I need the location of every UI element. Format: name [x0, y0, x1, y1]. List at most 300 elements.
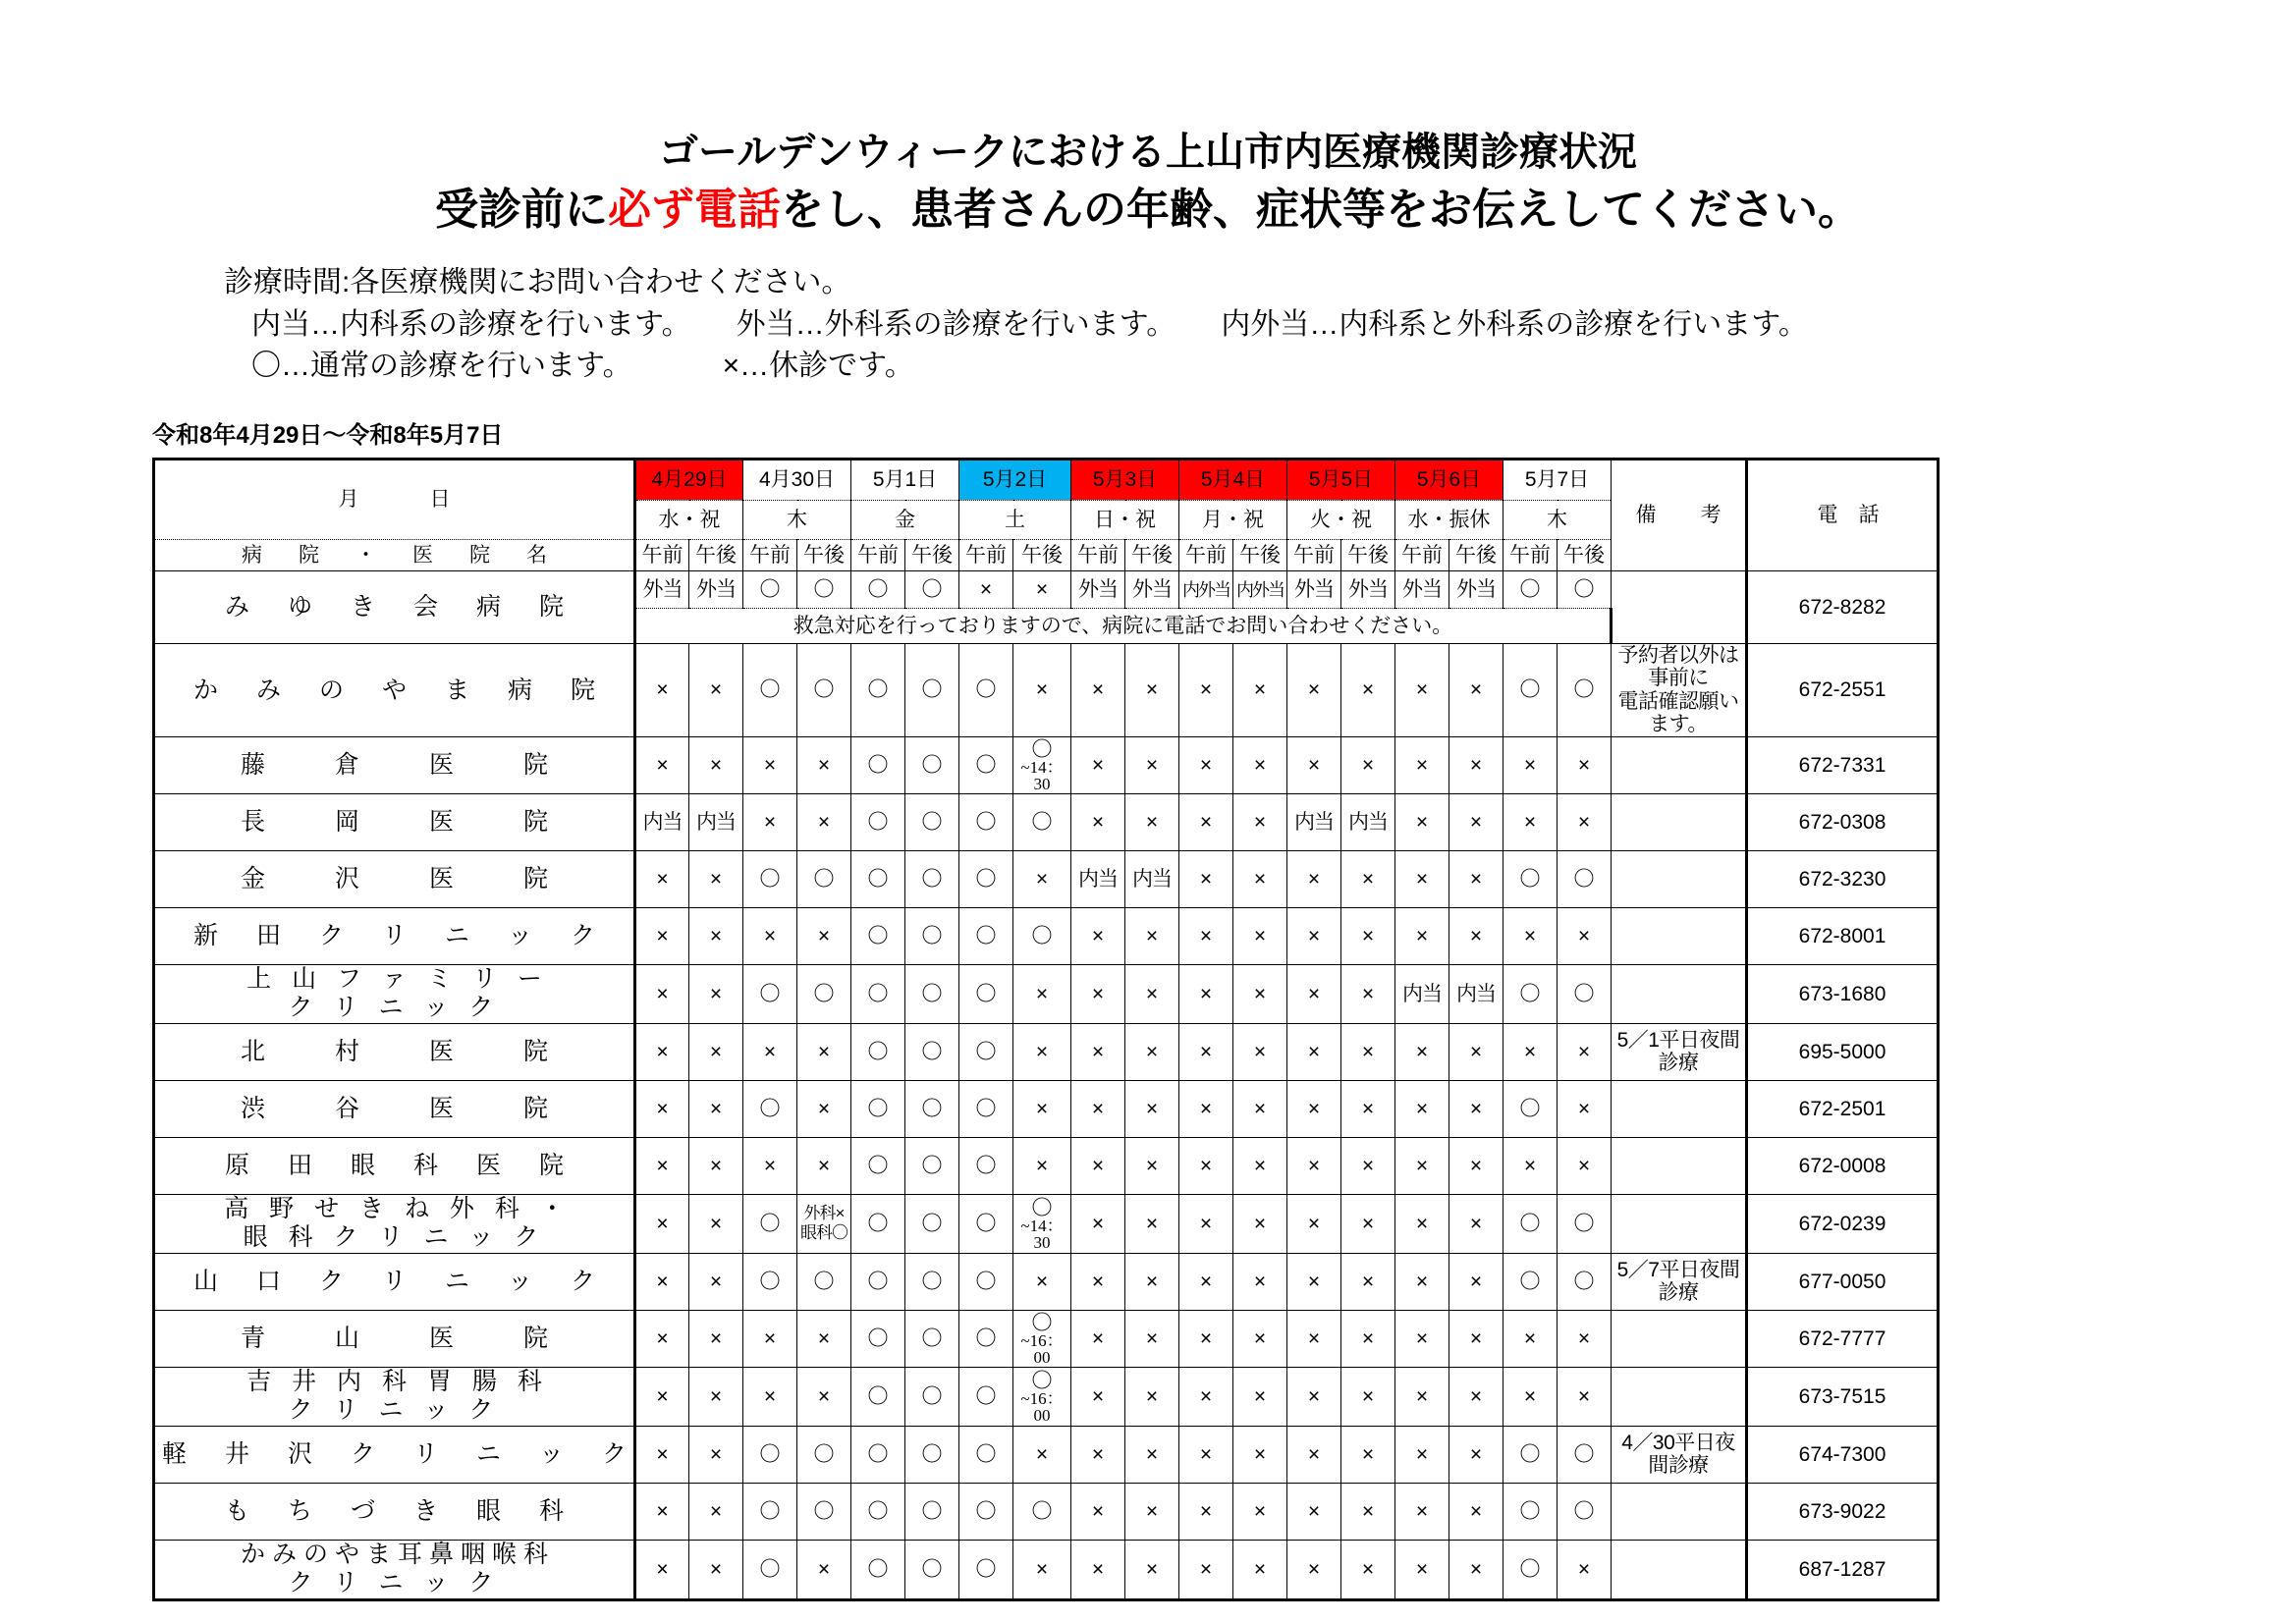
availability-cell: ×	[1179, 643, 1233, 736]
availability-cell: 〇	[851, 964, 905, 1023]
availability-cell: ×	[1125, 1426, 1179, 1483]
subtitle-emphasis: 必ず電話	[608, 186, 781, 234]
note-symbol-line	[224, 346, 2296, 388]
availability-cell: 〇	[851, 570, 905, 608]
availability-cell: 〇	[851, 736, 905, 793]
availability-cell: ×	[635, 1080, 689, 1137]
header-ampm-pm-0504: 午後	[1233, 539, 1287, 570]
availability-cell: 〇	[851, 1426, 905, 1483]
availability-cell: ×	[1341, 1194, 1395, 1253]
telephone-cell: 672-7777	[1747, 1310, 1939, 1367]
availability-cell: ×	[1125, 1367, 1179, 1426]
header-ampm-pm-0502: 午後	[1013, 539, 1071, 570]
availability-cell: ×	[1449, 643, 1503, 736]
table-row	[154, 1194, 1939, 1253]
availability-cell: 〇	[797, 850, 851, 907]
header-ampm-am-0430: 午前	[743, 539, 797, 570]
availability-cell: ×	[1071, 1540, 1125, 1599]
table-row	[154, 1080, 1939, 1137]
availability-cell: ×	[689, 1540, 743, 1599]
availability-cell: ×	[1287, 1310, 1341, 1367]
availability-cell: ×	[1449, 1137, 1503, 1194]
header-dow-0504: 月・祝	[1179, 500, 1287, 539]
table-row	[154, 1310, 1939, 1367]
header-dow-0507: 木	[1503, 500, 1612, 539]
availability-cell: ×	[1287, 1540, 1341, 1599]
availability-cell: ×	[1341, 1483, 1395, 1540]
availability-cell-duty: 内外当	[1233, 570, 1287, 608]
availability-cell: ×	[1287, 1023, 1341, 1080]
availability-cell: ×	[1558, 1540, 1612, 1599]
emergency-note: 救急対応を行っておりますので、病院に電話でお問い合わせください。	[635, 608, 1612, 643]
availability-cell: ×	[1395, 1194, 1449, 1253]
availability-cell: ×	[1125, 1194, 1179, 1253]
table-row	[154, 643, 1939, 736]
availability-cell: ×	[1558, 1080, 1612, 1137]
availability-cell: 〇	[905, 793, 959, 850]
availability-cell: ×	[1449, 1194, 1503, 1253]
remark-cell	[1612, 793, 1747, 850]
availability-cell: ×	[1395, 793, 1449, 850]
availability-cell: ×	[1233, 1194, 1287, 1253]
note-batsu: ×…休診です。	[722, 350, 914, 383]
availability-cell: ×	[797, 1023, 851, 1080]
table-row	[154, 964, 1939, 1023]
availability-cell: ×	[689, 850, 743, 907]
availability-cell: ×	[1071, 1367, 1125, 1426]
availability-cell: ×	[1449, 1253, 1503, 1310]
availability-cell: ×	[1179, 1080, 1233, 1137]
availability-cell: 〇	[1013, 907, 1071, 964]
header-ampm-pm-0507: 午後	[1558, 539, 1612, 570]
remark-cell	[1612, 850, 1747, 907]
remark-cell	[1612, 1483, 1747, 1540]
availability-cell: ×	[797, 793, 851, 850]
availability-cell: 〇	[1503, 1540, 1558, 1599]
availability-cell: ×	[1013, 1426, 1071, 1483]
telephone-cell: 673-7515	[1747, 1367, 1939, 1426]
availability-cell: ×	[1013, 570, 1071, 608]
availability-cell: ×	[743, 1023, 797, 1080]
availability-cell-duty: 内当	[1449, 964, 1503, 1023]
availability-cell: 〇	[1558, 1194, 1612, 1253]
header-ampm-pm-0505: 午後	[1341, 539, 1395, 570]
availability-cell: ×	[1013, 1137, 1071, 1194]
availability-cell: ×	[1179, 736, 1233, 793]
availability-cell-duty: 外当	[689, 570, 743, 608]
header-dow-0505: 火・祝	[1287, 500, 1395, 539]
header-ampm-am-0504: 午前	[1179, 539, 1233, 570]
availability-cell: ×	[1125, 1540, 1179, 1599]
availability-cell: ×	[797, 1540, 851, 1599]
availability-cell: ×	[1071, 1080, 1125, 1137]
availability-cell: 〇	[905, 850, 959, 907]
remark-cell: 予約者以外は事前に 電話確認願います。	[1612, 643, 1747, 736]
table-body	[154, 570, 1939, 1599]
availability-cell: ×	[689, 964, 743, 1023]
availability-cell: 〇	[905, 1310, 959, 1367]
availability-cell: 〇	[743, 850, 797, 907]
header-dow-0506: 水・振休	[1395, 500, 1503, 539]
header-ampm-pm-0501: 午後	[905, 539, 959, 570]
availability-cell: ×	[1179, 907, 1233, 964]
availability-cell: 〇	[1503, 964, 1558, 1023]
availability-cell: ×	[1233, 1137, 1287, 1194]
availability-cell: 〇	[959, 1023, 1013, 1080]
availability-cell: 〇	[797, 1253, 851, 1310]
clinic-name: 吉 井 内 科 胃 腸 科 ク リ ニ ッ ク	[154, 1367, 635, 1426]
table-row	[154, 1137, 1939, 1194]
availability-cell-duty: 外当	[1071, 570, 1125, 608]
availability-cell: ×	[1341, 1540, 1395, 1599]
availability-cell: 〇	[1503, 1426, 1558, 1483]
availability-cell: ×	[1071, 1137, 1125, 1194]
availability-cell: 〇	[905, 1253, 959, 1310]
availability-cell: ×	[1179, 1310, 1233, 1367]
availability-cell: ×	[1179, 1023, 1233, 1080]
availability-cell-duty: 内当	[1395, 964, 1449, 1023]
availability-cell: 〇	[905, 1080, 959, 1137]
availability-cell-duty: 外当	[1449, 570, 1503, 608]
availability-cell: ×	[1558, 1367, 1612, 1426]
header-day-0505: 5月5日	[1287, 459, 1395, 500]
availability-cell: ×	[1233, 1080, 1287, 1137]
remark-cell: 4／30平日夜間診療	[1612, 1426, 1747, 1483]
availability-cell: ×	[635, 964, 689, 1023]
availability-cell: ×	[635, 1540, 689, 1599]
remark-cell	[1612, 1137, 1747, 1194]
note-hours: 診療時間:各医療機関にお問い合わせください。	[224, 266, 851, 298]
availability-cell: 〇	[1558, 1483, 1612, 1540]
availability-cell: ×	[1558, 1137, 1612, 1194]
availability-cell: ×	[1341, 850, 1395, 907]
clinic-name: 渋 谷 医 院	[154, 1080, 635, 1137]
header-day-0503: 5月3日	[1071, 459, 1179, 500]
availability-cell: ×	[689, 736, 743, 793]
availability-cell: ×	[1179, 850, 1233, 907]
period-label: 令和8年4月29日～令和8年5月7日	[152, 421, 504, 449]
header-ampm-am-0506: 午前	[1395, 539, 1449, 570]
availability-cell: ×	[1341, 1137, 1395, 1194]
availability-cell: 〇	[905, 1023, 959, 1080]
availability-cell: ×	[1395, 643, 1449, 736]
availability-cell: ×	[1125, 907, 1179, 964]
telephone-cell: 672-8001	[1747, 907, 1939, 964]
availability-cell: ×	[689, 1426, 743, 1483]
clinic-name: か み の や ま 病 院	[154, 643, 635, 736]
availability-cell: ×	[635, 1137, 689, 1194]
availability-cell: ×	[959, 570, 1013, 608]
availability-cell: ×	[1125, 1310, 1179, 1367]
availability-cell: 〇	[1503, 1483, 1558, 1540]
availability-cell: ×	[1449, 736, 1503, 793]
availability-cell: ×	[1558, 793, 1612, 850]
availability-cell: ×	[635, 1310, 689, 1367]
availability-cell: ×	[1233, 643, 1287, 736]
header-dow-0430: 木	[743, 500, 851, 539]
header-day-0430: 4月30日	[743, 459, 851, 500]
availability-cell: 〇	[851, 1540, 905, 1599]
availability-cell: 〇	[1503, 1253, 1558, 1310]
clinic-name: 高 野 せ き ね 外 科 ・ 眼 科 ク リ ニ ッ ク	[154, 1194, 635, 1253]
telephone-cell: 672-2501	[1747, 1080, 1939, 1137]
availability-cell: ×	[1071, 1310, 1125, 1367]
availability-cell: ×	[1341, 1426, 1395, 1483]
availability-cell: ×	[1341, 1367, 1395, 1426]
availability-cell: ×	[743, 793, 797, 850]
availability-cell: ×	[797, 1137, 851, 1194]
availability-cell-duty: 内当	[635, 793, 689, 850]
availability-cell-duty: 外当	[1287, 570, 1341, 608]
availability-cell: 〇	[959, 1080, 1013, 1137]
availability-cell: 〇	[905, 907, 959, 964]
availability-cell: ×	[1503, 1367, 1558, 1426]
table-row	[154, 736, 1939, 793]
header-dow-0429: 水・祝	[635, 500, 743, 539]
header-clinic-name-label: 病 院 ・ 医 院 名	[154, 539, 635, 570]
availability-cell: ×	[1125, 1137, 1179, 1194]
telephone-cell: 672-7331	[1747, 736, 1939, 793]
availability-cell: ×	[1287, 1483, 1341, 1540]
availability-cell: ×	[689, 643, 743, 736]
availability-cell: ×	[1013, 1540, 1071, 1599]
availability-cell: ×	[1503, 1137, 1558, 1194]
availability-cell: 〇	[959, 793, 1013, 850]
availability-cell: 〇	[851, 793, 905, 850]
table-row	[154, 1023, 1939, 1080]
table-row	[154, 570, 1939, 608]
availability-cell: ×	[743, 1310, 797, 1367]
availability-cell: 〇	[959, 964, 1013, 1023]
table-row	[154, 1426, 1939, 1483]
availability-cell: 〇	[851, 1137, 905, 1194]
availability-cell: ×	[689, 1310, 743, 1367]
availability-cell: 〇	[905, 643, 959, 736]
availability-cell: ×	[1233, 850, 1287, 907]
title-block	[0, 0, 2296, 237]
header-ampm-pm-0506: 午後	[1449, 539, 1503, 570]
availability-cell-duty: 外当	[1341, 570, 1395, 608]
availability-cell: ×	[1179, 1253, 1233, 1310]
availability-cell: 〇	[959, 1483, 1013, 1540]
availability-cell-duty: 内当	[1287, 793, 1341, 850]
availability-cell: 〇	[1558, 964, 1612, 1023]
availability-cell: 〇	[797, 1483, 851, 1540]
availability-cell-duty: 内当	[1341, 793, 1395, 850]
availability-cell: ×	[743, 907, 797, 964]
availability-cell: 〇	[743, 643, 797, 736]
header-day-0506: 5月6日	[1395, 459, 1503, 500]
availability-cell: ×	[1287, 850, 1341, 907]
availability-cell: ×	[1233, 1540, 1287, 1599]
availability-cell: ×	[689, 1483, 743, 1540]
availability-cell: 〇	[959, 1137, 1013, 1194]
availability-cell: 〇	[905, 736, 959, 793]
remark-cell	[1612, 1540, 1747, 1599]
availability-cell: ×	[1503, 793, 1558, 850]
table-row	[154, 1367, 1939, 1426]
availability-cell: 〇	[905, 964, 959, 1023]
legend-notes	[0, 262, 2296, 388]
availability-cell: ×	[1071, 1023, 1125, 1080]
availability-cell: ×	[1395, 1310, 1449, 1367]
availability-cell: ×	[1125, 643, 1179, 736]
availability-cell: ×	[1449, 1426, 1503, 1483]
availability-cell: 〇	[959, 1426, 1013, 1483]
header-ampm-am-0503: 午前	[1071, 539, 1125, 570]
clinic-name: 上 山 フ ァ ミ リ ー ク リ ニ ッ ク	[154, 964, 635, 1023]
availability-cell: ×	[1125, 793, 1179, 850]
availability-cell: ×	[635, 1426, 689, 1483]
availability-cell: ×	[1071, 643, 1125, 736]
availability-cell: ×	[1558, 1023, 1612, 1080]
availability-cell: 〇	[797, 570, 851, 608]
availability-cell: 〇	[851, 1483, 905, 1540]
telephone-cell: 687-1287	[1747, 1540, 1939, 1599]
availability-cell: ×	[1341, 907, 1395, 964]
telephone-cell: 673-1680	[1747, 964, 1939, 1023]
availability-cell: ×	[1013, 1023, 1071, 1080]
header-ampm-am-0502: 午前	[959, 539, 1013, 570]
availability-cell: ×	[1449, 793, 1503, 850]
availability-cell: ×	[1125, 1483, 1179, 1540]
availability-cell: ×	[1071, 907, 1125, 964]
availability-cell: ×	[1071, 1426, 1125, 1483]
availability-cell: ×	[1233, 1310, 1287, 1367]
availability-cell: ×	[1233, 1483, 1287, 1540]
remark-cell	[1612, 1367, 1747, 1426]
availability-cell: 〇	[1503, 850, 1558, 907]
availability-cell: ×	[1395, 1540, 1449, 1599]
availability-cell: ×	[689, 1137, 743, 1194]
availability-cell-duty: 内当	[689, 793, 743, 850]
availability-cell: ×	[1287, 1253, 1341, 1310]
availability-cell: ×	[1395, 1080, 1449, 1137]
availability-cell: ×	[1287, 1426, 1341, 1483]
table-row	[154, 793, 1939, 850]
availability-cell: 〇	[905, 1194, 959, 1253]
availability-cell: 〇	[851, 1080, 905, 1137]
availability-cell: ×	[1503, 736, 1558, 793]
availability-cell: 〇	[851, 643, 905, 736]
availability-cell: 〇	[851, 1194, 905, 1253]
availability-cell: ×	[1449, 1540, 1503, 1599]
availability-cell: ×	[689, 1080, 743, 1137]
availability-cell: ×	[1179, 1426, 1233, 1483]
header-ampm-pm-0429: 午後	[689, 539, 743, 570]
availability-cell: ×	[635, 1367, 689, 1426]
availability-cell: ×	[1233, 1253, 1287, 1310]
availability-cell: ×	[1125, 1253, 1179, 1310]
availability-cell: 〇	[1503, 1194, 1558, 1253]
availability-cell-duty: 内当	[1071, 850, 1125, 907]
availability-cell: ×	[1125, 1023, 1179, 1080]
availability-cell: 〇	[797, 964, 851, 1023]
availability-cell: ×	[1287, 1367, 1341, 1426]
clinic-name: 藤 倉 医 院	[154, 736, 635, 793]
availability-cell: ×	[1449, 1310, 1503, 1367]
clinic-name: 長 岡 医 院	[154, 793, 635, 850]
availability-cell: 〇	[743, 1194, 797, 1253]
availability-cell: ×	[635, 907, 689, 964]
availability-cell: ×	[1449, 1483, 1503, 1540]
clinic-name: 新 田 ク リ ニ ッ ク	[154, 907, 635, 964]
schedule-table	[152, 458, 1940, 1601]
clinic-name: 青 山 医 院	[154, 1310, 635, 1367]
availability-cell: 〇	[959, 1540, 1013, 1599]
availability-cell: ×	[689, 1194, 743, 1253]
telephone-cell: 674-7300	[1747, 1426, 1939, 1483]
availability-cell: ×	[1341, 643, 1395, 736]
availability-cell: ×	[635, 643, 689, 736]
availability-cell: 〇	[743, 1080, 797, 1137]
availability-cell: ×	[743, 1367, 797, 1426]
clinic-name: 山 口 ク リ ニ ッ ク	[154, 1253, 635, 1310]
availability-cell: ×	[1395, 907, 1449, 964]
availability-cell: ×	[1558, 736, 1612, 793]
availability-cell: 〇	[1013, 1483, 1071, 1540]
availability-cell: ×	[1395, 1483, 1449, 1540]
availability-cell: 〇	[743, 964, 797, 1023]
header-ampm-pm-0430: 午後	[797, 539, 851, 570]
telephone-cell: 672-0239	[1747, 1194, 1939, 1253]
availability-cell-split: 外科× 眼科〇	[797, 1194, 851, 1253]
availability-cell: 〇	[1503, 1080, 1558, 1137]
availability-cell-duty: 外当	[1395, 570, 1449, 608]
availability-cell: ×	[1449, 1367, 1503, 1426]
header-ampm-am-0501: 午前	[851, 539, 905, 570]
availability-cell: 〇	[959, 736, 1013, 793]
availability-cell: ×	[1341, 1023, 1395, 1080]
telephone-cell: 695-5000	[1747, 1023, 1939, 1080]
clinic-name: み ゆ き 会 病 院	[154, 570, 635, 643]
availability-cell: 〇	[959, 1310, 1013, 1367]
availability-cell: ×	[1013, 1253, 1071, 1310]
note-maru: 〇…通常の診療を行います。	[251, 350, 632, 383]
availability-cell: 〇	[905, 570, 959, 608]
telephone-cell: 672-2551	[1747, 643, 1939, 736]
availability-cell: ×	[1233, 793, 1287, 850]
availability-cell: ×	[1179, 964, 1233, 1023]
availability-cell: ×	[797, 736, 851, 793]
availability-cell: 〇	[1503, 643, 1558, 736]
availability-cell: ×	[1395, 1253, 1449, 1310]
availability-cell: 〇	[1558, 1253, 1612, 1310]
availability-cell: 〇	[743, 1426, 797, 1483]
availability-cell: ×	[1449, 1080, 1503, 1137]
availability-cell: 〇	[743, 570, 797, 608]
header-ampm-pm-0503: 午後	[1125, 539, 1179, 570]
header-day-0429: 4月29日	[635, 459, 743, 500]
page-title: ゴールデンウィークにおける上山市内医療機関診療状況	[659, 131, 1637, 174]
availability-cell: ×	[1071, 1253, 1125, 1310]
availability-cell: ×	[1233, 1367, 1287, 1426]
availability-cell: ×	[1179, 1367, 1233, 1426]
availability-cell: 〇	[1558, 643, 1612, 736]
availability-cell: 〇	[959, 643, 1013, 736]
availability-cell: ×	[689, 1367, 743, 1426]
availability-cell: ×	[1341, 736, 1395, 793]
availability-cell: ×	[1013, 964, 1071, 1023]
clinic-name: かみのやま耳鼻咽喉科 ク リ ニ ッ ク	[154, 1540, 635, 1599]
header-dow-0503: 日・祝	[1071, 500, 1179, 539]
availability-cell-duty: 外当	[1125, 570, 1179, 608]
telephone-cell: 672-0008	[1747, 1137, 1939, 1194]
availability-cell: ×	[1287, 1080, 1341, 1137]
availability-cell: ×	[635, 1253, 689, 1310]
note-duty-line	[224, 304, 2296, 347]
availability-cell: ×	[1287, 964, 1341, 1023]
